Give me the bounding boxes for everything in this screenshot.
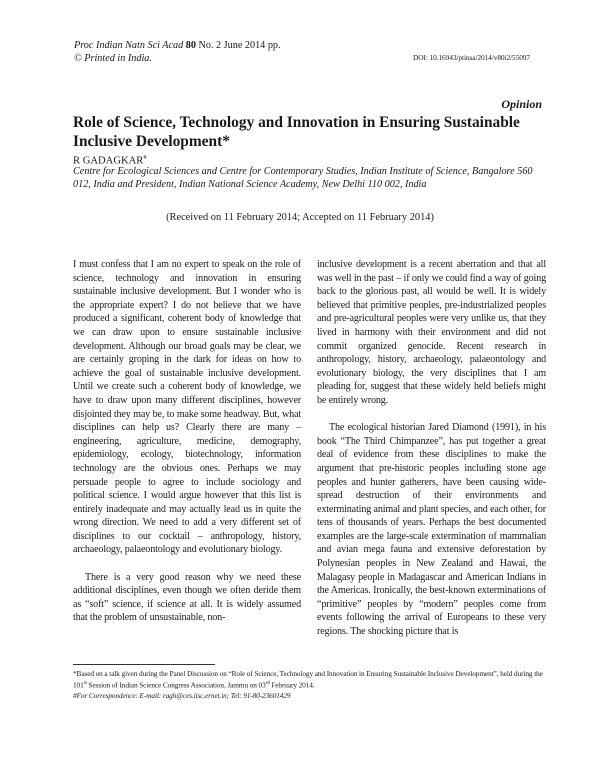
journal-volume: 80 xyxy=(185,40,196,51)
section-label: Opinion xyxy=(501,97,542,111)
footnotes xyxy=(73,669,551,702)
author-name: R GADAGKAR xyxy=(73,155,144,167)
paragraph: I must confess that I am no expert to speak on the role of science, technology and innovation in ensuring sustainable inclusive development. But I wonder who is the appropriate expert? I do not believe that we have produced a significant, coherent body of knowledge that we can draw upon to ensure sustainable inclusive development. Although our broad goals may be clear, we are certainly groping in the dark for ideas on how to achieve the goal of sustainable inclusive development. Until we create such a coherent body of knowledge, we have to draw upon many different disciplines, however disjointed they may be, to make some headway. But, what disciplines can help us? Clearly there are many – engineering, agriculture, medicine, demography, epidemiology, ecology, biotechnology, information technology are the obvious ones. Perhaps we may persuade people to agree to include sociology and political science. I would argue however that this list is entirely inadequate and may actually lead us in quite the wrong direction. We need to add a very different set of disciplines to our cocktail – anthropology, history, archaeology, palaeontology and evolutionary biology. xyxy=(73,259,301,556)
received-dates: (Received on 11 February 2014; Accepted on 11 February 2014) xyxy=(166,212,434,223)
affiliation: Centre for Ecological Sciences and Centre for Contemporary Studies, Indian Institute of Science, Bangalore 560 012, India and President, Indian National Science Academy, New Delhi 110 002, India xyxy=(73,166,533,190)
body-column-left xyxy=(73,258,301,625)
author-mark: # xyxy=(143,154,147,161)
paragraph: inclusive development is a recent aberration and that all was well in the past – if only we could find a way of going back to the glorious past, all would be well. It is widely believed that primitive peoples, pre-industrialized peoples and pre-agricultural peoples were very unlike us, that they lived in harmony with their environment and did not commit organized genocide. Recent research in anthropology, history, archaeology, palaeontology and evolutionary biology, the very disciplines that I am pleading for, suggest that these widely held beliefs might be entirely wrong. xyxy=(317,259,546,406)
body-column-right xyxy=(317,258,546,639)
footnote-divider xyxy=(73,664,215,665)
journal-header xyxy=(74,40,281,65)
journal-issue-pages: No. 2 June 2014 pp. xyxy=(198,40,281,51)
article-title: Role of Science, Technology and Innovation in Ensuring Sustainable Inclusive Development* xyxy=(73,114,520,150)
footnote-talk: *Based on a talk given during the Panel Discussion on “Role of Science, Technology and Innovation in Ensuring Sustainable Inclusive Development”, held during the 101st Session of Indian Science Congress Association, Jammu on 03rd February 2014. xyxy=(73,669,543,690)
doi: DOI: 10.16943/ptinsa/2014/v80i2/55097 xyxy=(412,53,530,62)
paragraph: The ecological historian Jared Diamond (1991), in his book “The Third Chimpanzee”, has put together a great deal of evidence from these disciplines to make the argument that pre-historic peoples including stone age peoples and hunter gatherers, have been causing wide-spread destruction of their environments and exterminating animal and plant species, and each other, for tens of thousands of years. Perhaps the best documented examples are the large-scale extermination of mammalian and avian mega fauna and extensive deforestation by Polynesian peoples in New Zealand and Hawai, the Malagasy people in Madagascar and American Indians in the Americas. Ironically, the best-known exterminations of “primitive” peoples by “modern” peoples come from events following the arrival of Europeans to these very regions. The shocking picture that is xyxy=(317,422,546,638)
paragraph: There is a very good reason why we need these additional disciplines, even though we often deride them as “soft” science, if science at all. It is widely assumed that the problem of unsustainable, non- xyxy=(73,571,301,624)
footnote-correspondence: #For Correspondence: E-mail: ragh@ces.iisc.ernet.in; Tel: 91-80-23601429 xyxy=(73,691,291,701)
journal-citation xyxy=(74,40,281,53)
printed-in-note: © Printed in India. xyxy=(74,52,152,64)
journal-name: Proc Indian Natn Sci Acad xyxy=(74,40,184,51)
